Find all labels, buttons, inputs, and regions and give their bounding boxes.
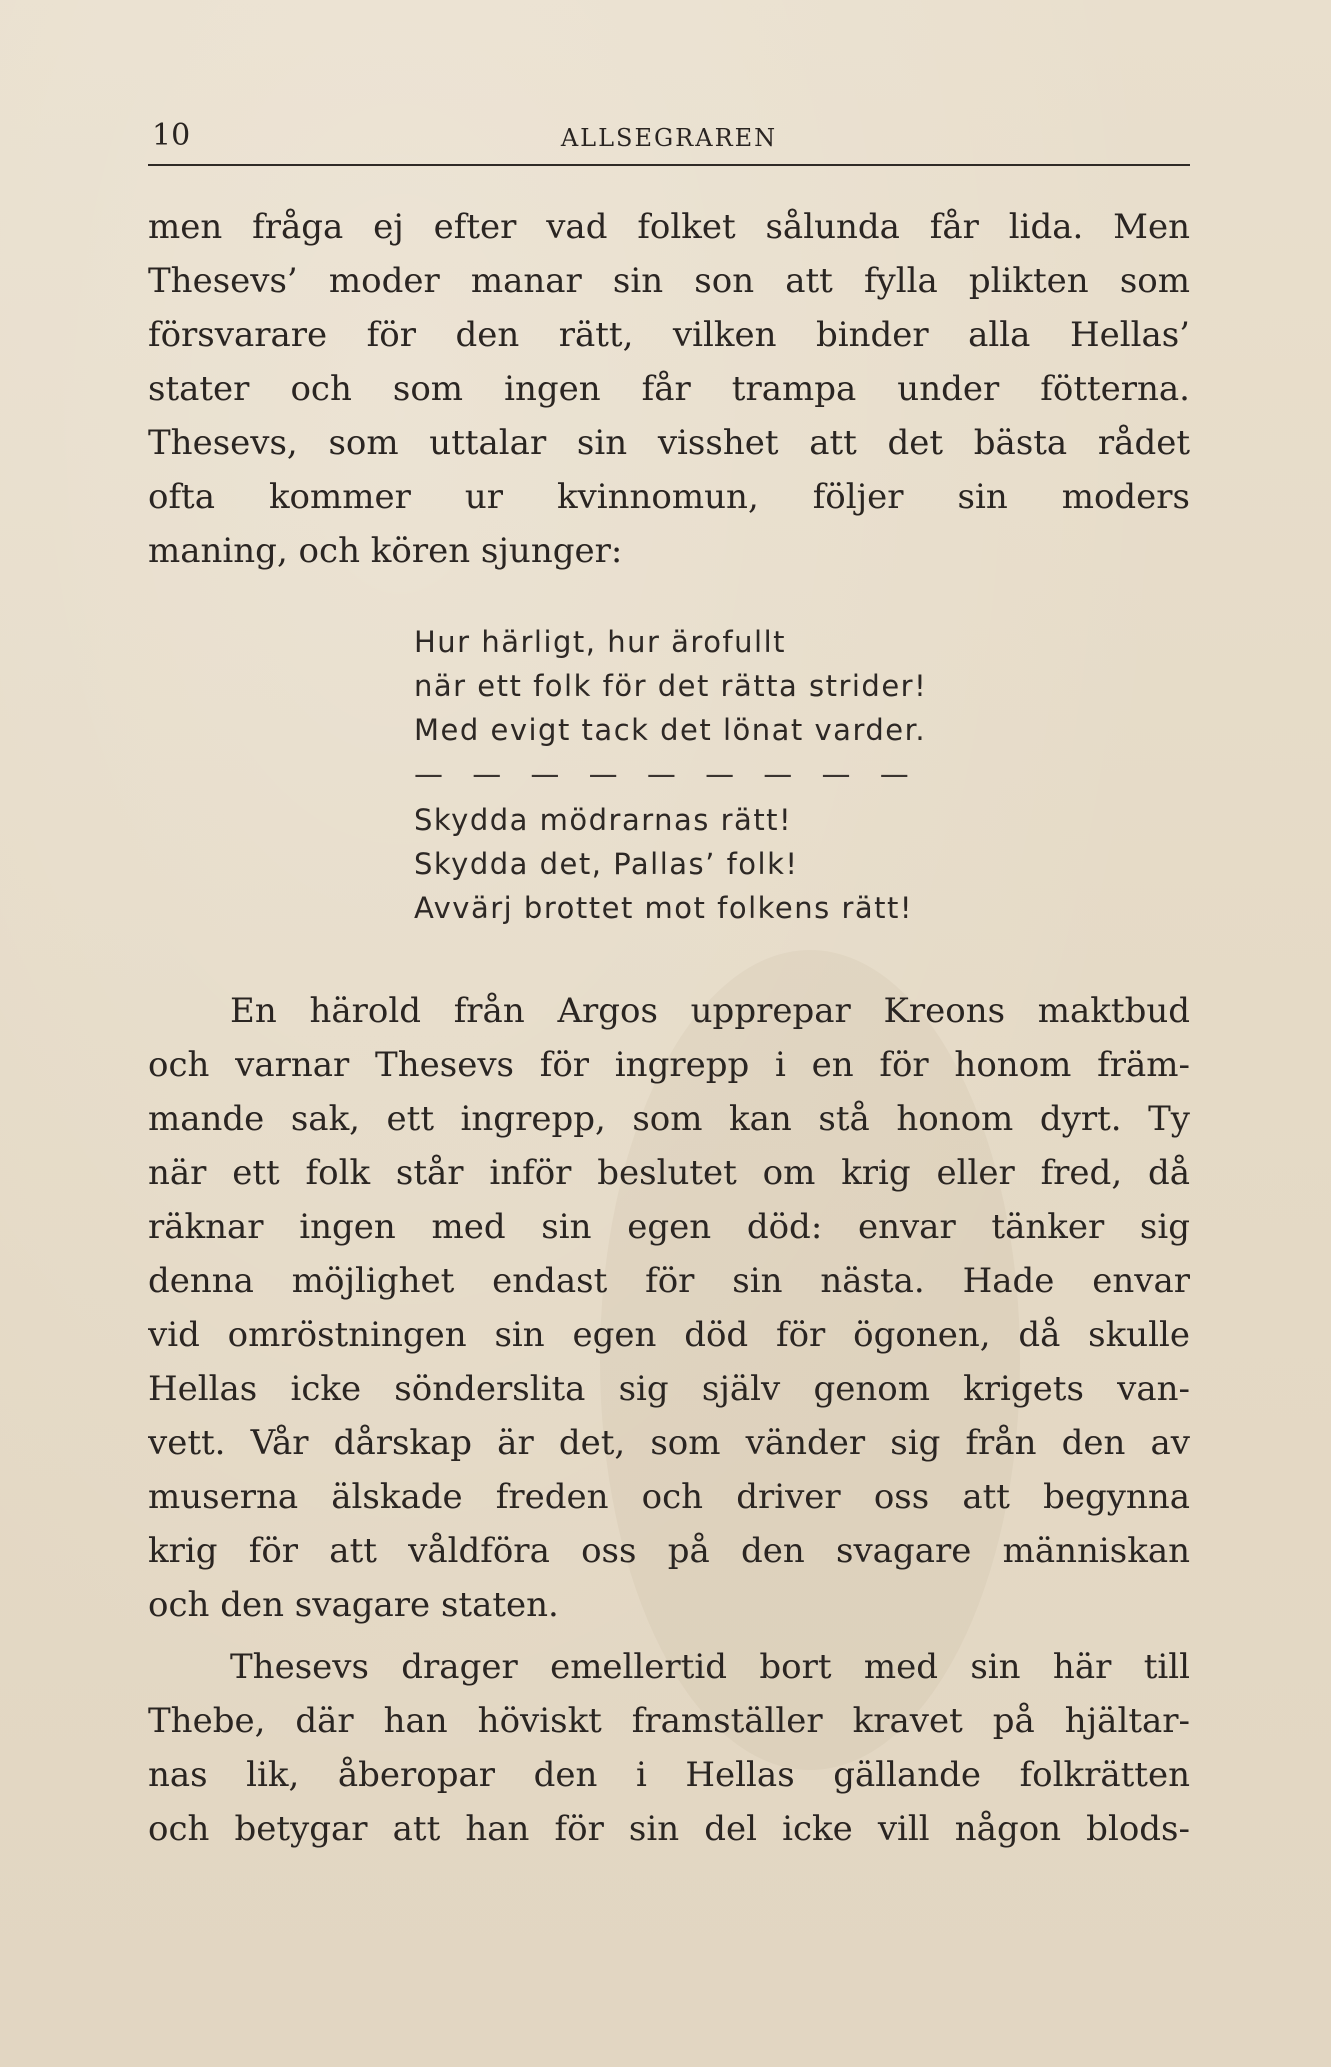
verse-line: Skydda mödrarnas rätt! — [414, 803, 793, 837]
text-line: Thebe, där han höviskt framställer kravet på hjältar- — [148, 1701, 1190, 1741]
text-line: nas lik, åberopar den i Hellas gällande folkrätten — [148, 1755, 1190, 1795]
text-line: stater och som ingen får trampa under fötterna. — [148, 369, 1190, 409]
text-line: och den svagare staten. — [148, 1585, 559, 1625]
text-line: muserna älskade freden och driver oss att begynna — [148, 1477, 1190, 1517]
text-line: och betygar att han för sin del icke vill någon blods- — [148, 1809, 1190, 1849]
verse-line: Med evigt tack det lönat varder. — [414, 713, 927, 747]
text-line: Thesevs drager emellertid bort med sin här till — [230, 1647, 1190, 1687]
text-line: Thesevs’ moder manar sin son att fylla plikten som — [148, 261, 1190, 301]
text-line: och varnar Thesevs för ingrepp i en för honom främ- — [148, 1045, 1190, 1085]
verse-line: när ett folk för det rätta strider! — [414, 669, 928, 703]
verse-line: Hur härligt, hur ärofullt — [414, 625, 787, 659]
paragraph-3 — [148, 1640, 1190, 1856]
text-line: försvarare för den rätt, vilken binder alla Hellas’ — [148, 315, 1190, 355]
verse-line: Avvärj brottet mot folkens rätt! — [414, 891, 914, 925]
page-header — [148, 112, 1190, 162]
text-line: när ett folk står inför beslutet om krig eller fred, då — [148, 1153, 1190, 1193]
verse-stanza-2 — [414, 798, 913, 930]
text-line: maning, och kören sjunger: — [148, 531, 623, 571]
text-line: denna möjlighet endast för sin nästa. Hade envar — [148, 1261, 1190, 1301]
text-line: mande sak, ett ingrepp, som kan stå honom dyrt. Ty — [148, 1099, 1190, 1139]
paragraph-1 — [148, 200, 1190, 578]
header-rule — [148, 164, 1190, 166]
text-line: Thesevs, som uttalar sin visshet att det bästa rådet — [148, 423, 1190, 463]
verse-stanza-1 — [414, 620, 927, 752]
text-line: vid omröstningen sin egen död för ögonen, då skulle — [148, 1315, 1190, 1355]
text-line: räknar ingen med sin egen död: envar tänker sig — [148, 1207, 1190, 1247]
text-line: men fråga ej efter vad folket sålunda får lida. Men — [148, 207, 1190, 247]
text-line: En härold från Argos upprepar Kreons maktbud — [230, 991, 1190, 1031]
text-line: vett. Vår dårskap är det, som vänder sig från den av — [148, 1423, 1190, 1463]
verse-line: Skydda det, Pallas’ folk! — [414, 847, 799, 881]
text-line: Hellas icke sönderslita sig själv genom krigets van- — [148, 1369, 1190, 1409]
verse-separator: — — — — — — — — — — [414, 757, 919, 791]
running-head: ALLSEGRAREN — [560, 124, 778, 152]
text-line: krig för att våldföra oss på den svagare människan — [148, 1531, 1190, 1571]
text-line: ofta kommer ur kvinnomun, följer sin moders — [148, 477, 1190, 517]
page-number: 10 — [152, 118, 191, 153]
paragraph-2 — [148, 984, 1190, 1632]
